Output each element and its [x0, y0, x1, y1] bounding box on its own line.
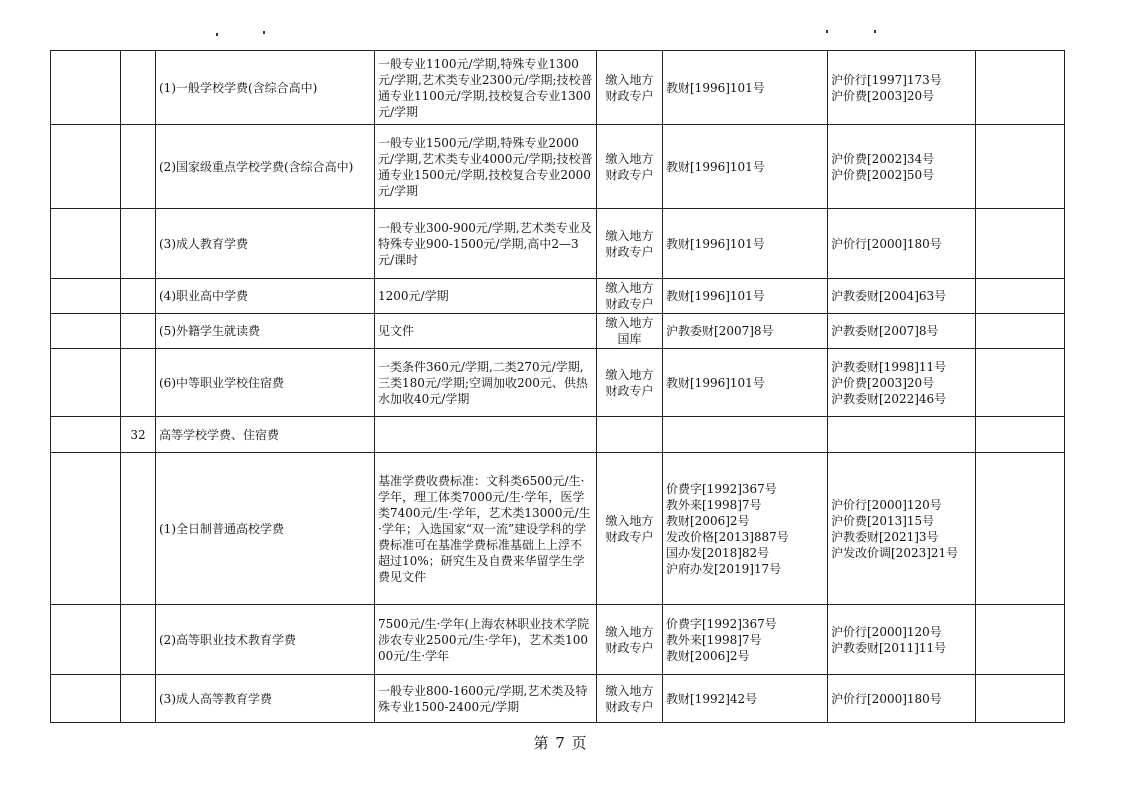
- remarks-cell: [976, 675, 1065, 723]
- remarks-cell: [976, 125, 1065, 209]
- dest-line: 国库: [617, 332, 642, 346]
- item-number: [121, 349, 156, 417]
- item-name: 高等学校学费、住宿费: [156, 417, 375, 453]
- item-number: 32: [121, 417, 156, 453]
- basis1-line: 沪教委财[2007]8号: [666, 324, 774, 338]
- dest-line: 财政专户: [605, 244, 654, 259]
- local-basis: [828, 279, 976, 314]
- fee-table-body: [51, 51, 1065, 723]
- basis1-line: 教外来[1998]7号: [666, 632, 762, 647]
- scan-speck: [874, 30, 876, 33]
- central-basis: [663, 209, 828, 279]
- dest-line: 财政专户: [605, 640, 654, 655]
- dest-line: 缴入地方: [605, 683, 654, 698]
- table-row: [51, 125, 1065, 209]
- category-cell: [51, 209, 121, 279]
- central-basis: [663, 349, 828, 417]
- local-basis: [828, 675, 976, 723]
- basis2-line: 沪教委财[1998]11号: [831, 359, 947, 374]
- item-number: [121, 675, 156, 723]
- basis2-line: 沪价费[2002]50号: [831, 167, 935, 182]
- scan-speck: [826, 30, 828, 33]
- fee-table: [50, 50, 1065, 723]
- central-basis: [663, 314, 828, 349]
- item-name: (4)职业高中学费: [156, 279, 375, 314]
- remarks-cell: [976, 51, 1065, 125]
- fee-standard: [375, 417, 597, 453]
- remarks-cell: [976, 209, 1065, 279]
- basis2-line: 沪教委财[2021]3号: [831, 529, 939, 544]
- table-row: [51, 209, 1065, 279]
- item-number: [121, 279, 156, 314]
- category-cell: [51, 675, 121, 723]
- category-cell: [51, 453, 121, 605]
- fee-standard: 1200元/学期: [375, 279, 597, 314]
- dest-line: 缴入地方: [605, 316, 654, 330]
- fund-destination: [597, 675, 663, 723]
- central-basis: [663, 417, 828, 453]
- basis1-line: 教外来[1998]7号: [666, 497, 762, 512]
- dest-line: 财政专户: [605, 167, 654, 182]
- remarks-cell: [976, 605, 1065, 675]
- basis1-line: 教财[1996]101号: [666, 375, 765, 390]
- item-number: [121, 209, 156, 279]
- basis2-line: 沪价行[2000]180号: [831, 691, 942, 706]
- table-row: [51, 51, 1065, 125]
- item-name: (1)全日制普通高校学费: [156, 453, 375, 605]
- scan-speck: [216, 33, 218, 36]
- basis2-line: 沪教委财[2022]46号: [831, 391, 947, 406]
- category-cell: [51, 125, 121, 209]
- local-basis: [828, 125, 976, 209]
- fee-standard: 一类条件360元/学期,二类270元/学期,三类180元/学期;空调加收200元、供热水加收40元/学期: [375, 349, 597, 417]
- local-basis: [828, 605, 976, 675]
- category-cell: [51, 314, 121, 349]
- fee-standard: 基准学费收费标准：文科类6500元/生·学年，理工体类7000元/生·学年，医学类7400元/生·学年，艺术类13000元/生·学年；入选国家“双一流”建设学科的学费标准可在基准学费标准基础上上浮不超过10%；研究生及自费来华留学生学费见文件: [375, 453, 597, 605]
- basis1-line: 教财[1996]101号: [666, 159, 765, 174]
- basis1-line: 价费字[1992]367号: [666, 481, 777, 496]
- dest-line: 缴入地方: [605, 513, 654, 528]
- dest-line: 财政专户: [605, 297, 654, 311]
- basis1-line: 教财[1992]42号: [666, 691, 758, 706]
- item-number: [121, 453, 156, 605]
- local-basis: [828, 209, 976, 279]
- scan-speck: [263, 31, 265, 34]
- local-basis: [828, 51, 976, 125]
- dest-line: 缴入地方: [605, 228, 654, 243]
- remarks-cell: [976, 453, 1065, 605]
- basis2-line: 沪价费[2003]20号: [831, 375, 935, 390]
- central-basis: [663, 51, 828, 125]
- basis2-line: 沪教委财[2007]8号: [831, 324, 939, 338]
- basis1-line: 沪府办发[2019]17号: [666, 561, 782, 576]
- fee-standard: 一般专业300-900元/学期,艺术类专业及特殊专业900-1500元/学期,高中2—3元/课时: [375, 209, 597, 279]
- item-name: (3)成人高等教育学费: [156, 675, 375, 723]
- dest-line: 缴入地方: [605, 624, 654, 639]
- fund-destination: [597, 417, 663, 453]
- basis1-line: 发改价格[2013]887号: [666, 529, 789, 544]
- table-row: [51, 675, 1065, 723]
- central-basis: [663, 125, 828, 209]
- fund-destination: [597, 453, 663, 605]
- fund-destination: [597, 605, 663, 675]
- fund-destination: [597, 279, 663, 314]
- fee-standard: 见文件: [375, 314, 597, 349]
- basis2-line: 沪教委财[2004]63号: [831, 289, 947, 303]
- fee-standard: 7500元/生·学年(上海农林职业技术学院涉农专业2500元/生·学年)，艺术类10000元/生·学年: [375, 605, 597, 675]
- item-number: [121, 51, 156, 125]
- category-cell: [51, 417, 121, 453]
- dest-line: 缴入地方: [605, 151, 654, 166]
- basis2-line: 沪价费[2003]20号: [831, 88, 935, 103]
- remarks-cell: [976, 349, 1065, 417]
- remarks-cell: [976, 314, 1065, 349]
- basis1-line: 教财[2006]2号: [666, 513, 750, 528]
- item-name: (6)中等职业学校住宿费: [156, 349, 375, 417]
- basis1-line: 教财[1996]101号: [666, 289, 765, 303]
- item-name: (1)一般学校学费(含综合高中): [156, 51, 375, 125]
- basis2-line: 沪价费[2013]15号: [831, 513, 935, 528]
- local-basis: [828, 417, 976, 453]
- item-number: [121, 314, 156, 349]
- central-basis: [663, 453, 828, 605]
- dest-line: 缴入地方: [605, 367, 654, 382]
- basis2-line: 沪价行[2000]120号: [831, 624, 942, 639]
- table-row: [51, 314, 1065, 349]
- basis2-line: 沪价费[2002]34号: [831, 151, 935, 166]
- dest-line: 财政专户: [605, 529, 654, 544]
- central-basis: [663, 675, 828, 723]
- category-cell: [51, 605, 121, 675]
- fund-destination: [597, 51, 663, 125]
- basis1-line: 教财[1996]101号: [666, 236, 765, 251]
- dest-line: 缴入地方: [605, 281, 654, 295]
- table-row: [51, 279, 1065, 314]
- item-name: (2)国家级重点学校学费(含综合高中): [156, 125, 375, 209]
- table-row: [51, 349, 1065, 417]
- table-row: [51, 453, 1065, 605]
- local-basis: [828, 453, 976, 605]
- basis2-line: 沪教委财[2011]11号: [831, 640, 947, 655]
- basis2-line: 沪发改价调[2023]21号: [831, 545, 959, 560]
- fund-destination: [597, 209, 663, 279]
- basis1-line: 国办发[2018]82号: [666, 545, 770, 560]
- category-cell: [51, 349, 121, 417]
- fee-standard: 一般专业1100元/学期,特殊专业1300元/学期,艺术类专业2300元/学期;技校普通专业1100元/学期,技校复合专业1300元/学期: [375, 51, 597, 125]
- item-name: (2)高等职业技术教育学费: [156, 605, 375, 675]
- category-cell: [51, 51, 121, 125]
- item-name: (5)外籍学生就读费: [156, 314, 375, 349]
- page-number: 第 7 页: [533, 734, 588, 752]
- item-name: (3)成人教育学费: [156, 209, 375, 279]
- local-basis: [828, 314, 976, 349]
- basis1-line: 教财[2006]2号: [666, 648, 750, 663]
- dest-line: 缴入地方: [605, 72, 654, 87]
- dest-line: 财政专户: [605, 88, 654, 103]
- fund-destination: [597, 349, 663, 417]
- basis2-line: 沪价行[1997]173号: [831, 72, 942, 87]
- local-basis: [828, 349, 976, 417]
- dest-line: 财政专户: [605, 699, 654, 714]
- remarks-cell: [976, 417, 1065, 453]
- remarks-cell: [976, 279, 1065, 314]
- fee-standard: 一般专业800-1600元/学期,艺术类及特殊专业1500-2400元/学期: [375, 675, 597, 723]
- basis2-line: 沪价行[2000]120号: [831, 497, 942, 512]
- table-row: [51, 605, 1065, 675]
- category-cell: [51, 279, 121, 314]
- item-number: [121, 605, 156, 675]
- fee-standard: 一般专业1500元/学期,特殊专业2000元/学期,艺术类专业4000元/学期;技校普通专业1500元/学期,技校复合专业2000元/学期: [375, 125, 597, 209]
- fund-destination: [597, 314, 663, 349]
- table-row: [51, 417, 1065, 453]
- basis1-line: 价费字[1992]367号: [666, 616, 777, 631]
- central-basis: [663, 605, 828, 675]
- basis1-line: 教财[1996]101号: [666, 80, 765, 95]
- central-basis: [663, 279, 828, 314]
- basis2-line: 沪价行[2000]180号: [831, 236, 942, 251]
- dest-line: 财政专户: [605, 383, 654, 398]
- fund-destination: [597, 125, 663, 209]
- item-number: [121, 125, 156, 209]
